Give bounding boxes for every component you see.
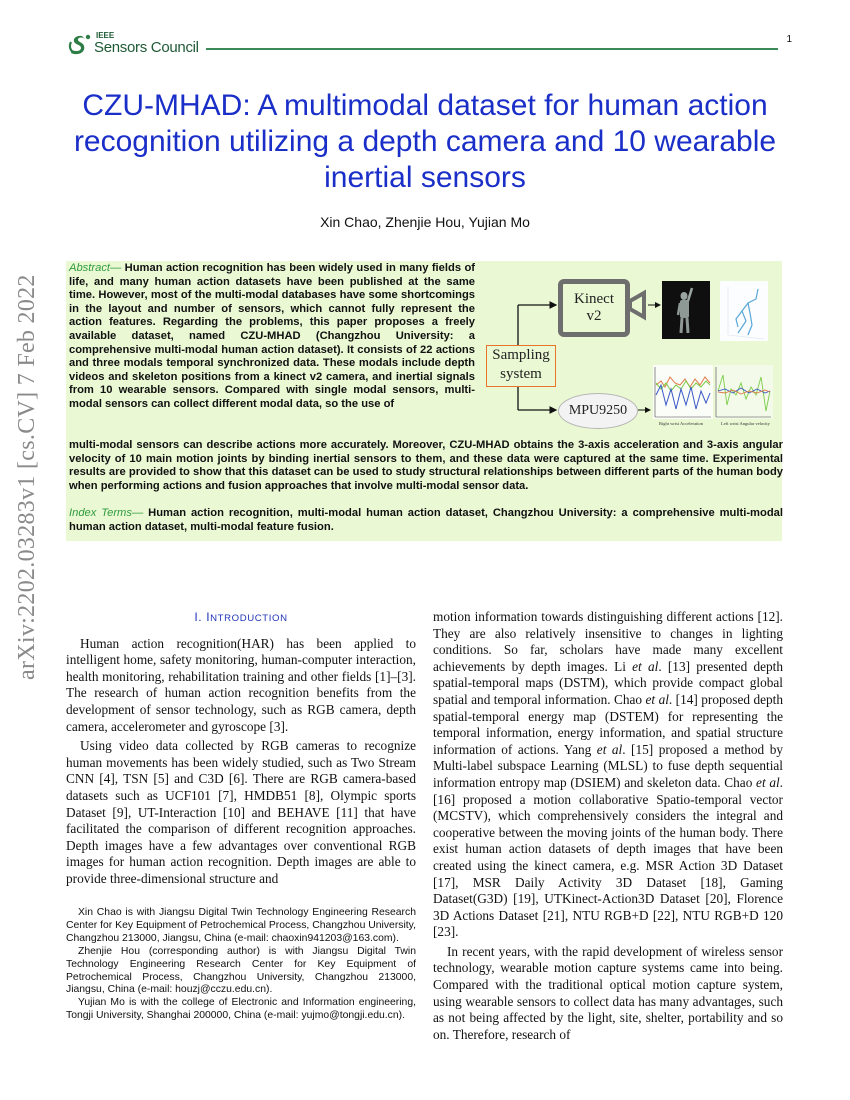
logo-name-text: Sensors Council <box>94 39 199 56</box>
section-title-initial: I <box>206 610 211 624</box>
right-column <box>433 609 783 1046</box>
abstract-body-narrow: Human action recognition has been widely used in many fields of life, and many human action datasets have been published at the same time. However, most of the multi-modal databases have some shortcomings in the layout and number of sensors, which cannot fully represent the action features. Regarding the problems, this paper proposes a freely available dataset, named CZU-MHAD (Changzhou University: a comprehensive multi-modal human action dataset). It consists of 22 actions and three modals temporal synchronized data. These modals include depth videos and skeleton positions from a kinect v2 camera, and inertial signals from 10 wearable sensors. Compared with single modal sensors, multi-modal sensors can collect different modal data, so the use of <box>69 262 476 410</box>
skeleton-plot-thumbnail <box>720 281 768 341</box>
page-header <box>68 32 800 62</box>
et-al-italic: et al <box>596 741 623 757</box>
logo-ieee-text: IEEE <box>96 31 115 40</box>
paper-title: CZU-MHAD: A multimodal dataset for human action recognition utilizing a depth camera and 10 wearable inertial sensors <box>73 89 777 194</box>
sampling-label: Sampling <box>492 347 550 363</box>
footnote-yujian-mo: Yujian Mo is with the college of Electronic and Information engineering, Tongji University, Shanghai 200000, China (e-mail: yujmo@tongji.edu.cn). <box>66 997 416 1022</box>
mpu9250-label: MPU9250 <box>568 403 628 418</box>
intro-paragraph-4: In recent years, with the rapid development of wireless sensor technology, wearable motion capture systems came into being. Compared with the traditional optical motion capture system, using wearable sensors to collect data has many advantages, such as not being affected by the light, site, shelter, portability and so on. Therefore, research of <box>433 943 783 1042</box>
section-title-rest: NTRODUCTION <box>210 613 288 624</box>
index-terms <box>69 507 783 534</box>
sampling-system-box <box>486 345 556 387</box>
intro-paragraph-2: Using video data collected by RGB cameras to recognize human movements has been widely studied, such as Two Stream CNN [4], TSN [5] and C3D [6]. There are RGB camera-based datasets such as UCF101 [7], HMDB51 [8], Olympic sports Dataset [9], UT-Interaction [10] and BEHAVE [11] that have facilitated the comparison of different recognition approaches. Depth images have a few advantages over conventional RGB images for human action recognition. Depth images are able to provide three-dimensional structure and <box>66 738 416 886</box>
footnote-zhenjie-hou: Zhenjie Hou (corresponding author) is with Jiangsu Digital Twin Technology Engineering Research Center for Key Equipment of Petrochemical Process, Changzhou University, Changzhou 213000, Jiangsu, China (e-mail: houzj@cczu.edu.cn). <box>66 945 416 996</box>
text-run: . [16] proposed a motion collaborative Spatio-temporal vector (MCSTV), which comprehensively considers the integral and cooperative between the moving joints of the human body. There exist human action datasets of depth images that have been created using the kinect camera, e.g. MSR Action 3D Dataset [17], MSR Daily Activity 3D Dataset [18], Gaming Dataset(G3D) [19], UTKinect-Action3D Dataset [20], Florence 3D Actions Dataset [21], NTU RGB+D [22], NTU RGB+D 120 [23]. <box>433 774 783 940</box>
arxiv-identifier-stamp[interactable]: arXiv:2202.03283v1 [cs.CV] 7 Feb 2022 <box>14 274 40 680</box>
system-label: system <box>500 366 542 382</box>
abstract-box <box>66 261 782 541</box>
intro-paragraph-1: Human action recognition(HAR) has been applied to intelligent home, safety monitoring, human-computer interaction, health monitoring, rehabilitation training and other fields [1]–[3]. The research of human action recognition benefits from the development of sensor technology, such as RGB camera, depth camera, accelerometer and gyroscope [3]. <box>66 635 416 734</box>
abstract-body-wide: multi-modal sensors can describe actions more accurately. Moreover, CZU-MHAD obtains the 3-axis acceleration and 3-axis angular velocity of 10 main motion joints by binding inertial sensors to them, and these data were captured at the same time. Experimental results are provided to show that this dataset can be used to study structural relationships between different parts of the human body when performing actions and fusion approaches that involve multi-modal sensor data. <box>69 439 783 492</box>
intro-paragraph-3 <box>433 609 783 941</box>
et-al-italic: et al <box>632 658 659 674</box>
kinect-version-label: v2 <box>586 308 602 324</box>
section-heading-introduction <box>66 609 416 628</box>
kinect-label: Kinect <box>574 291 614 307</box>
abstract-label: Abstract— <box>69 262 122 274</box>
kinect-v2-box <box>558 279 630 337</box>
author-footnotes <box>66 907 416 1023</box>
sensors-council-logo-icon <box>68 33 92 55</box>
signal-plots-graphic <box>653 365 773 423</box>
left-column <box>66 609 416 891</box>
inertial-signal-plots <box>653 365 773 427</box>
et-al-italic: et al <box>756 774 780 790</box>
text-run: motion information towards distinguishing different actions [12]. They are also relatively insensitive to changes in lighting conditions. So far, scholars have made many excellent achievements by depth images. Li <box>433 609 783 674</box>
mpu9250-ellipse <box>558 393 638 429</box>
paper-authors: Xin Chao, Zhenjie Hou, Yujian Mo <box>320 214 530 230</box>
ieee-sensors-council-logo <box>68 32 199 55</box>
page-number: 1 <box>786 34 792 45</box>
text-run: . [15] proposed a method by Multi-label subspace Learning (MLSL) to fuse depth sequential information entropy map (DSIEM) and skeleton data. Chao <box>433 741 783 790</box>
text-run: . [13] presented depth spatial-temporal maps (DSTM), which provide compact global spatial and temporal information. Chao <box>433 658 783 707</box>
human-silhouette-icon <box>662 281 710 339</box>
skeleton-icon <box>720 281 768 341</box>
index-terms-label: Index Terms— <box>69 507 144 519</box>
system-overview-figure <box>478 265 778 435</box>
depth-image-thumbnail <box>662 281 710 339</box>
section-number: I. <box>194 610 203 624</box>
plot-caption-acceleration: Right wrist Acceleration <box>659 421 703 426</box>
index-terms-body: Human action recognition, multi-modal human action dataset, Changzhou University: a comprehensive multi-modal human action dataset, multi-modal feature fusion. <box>69 507 783 533</box>
plot-caption-angular-velocity: Left wrist Angular velocity <box>721 421 770 426</box>
abstract-text-upper <box>69 262 475 412</box>
et-al-italic: et al <box>645 691 669 707</box>
text-run: . [14] proposed depth spatial-temporal energy map (DSTEM) for representing the temporal information, energy information, and spatial structure information of actions. Yang <box>433 691 783 757</box>
header-divider <box>206 48 778 50</box>
footnote-xin-chao: Xin Chao is with Jiangsu Digital Twin Technology Engineering Research Center for Key Equipment of Petrochemical Process, Changzhou University, Changzhou 213000, Jiangsu, China (e-mail: chaoxin941203@163.com). <box>66 907 416 944</box>
